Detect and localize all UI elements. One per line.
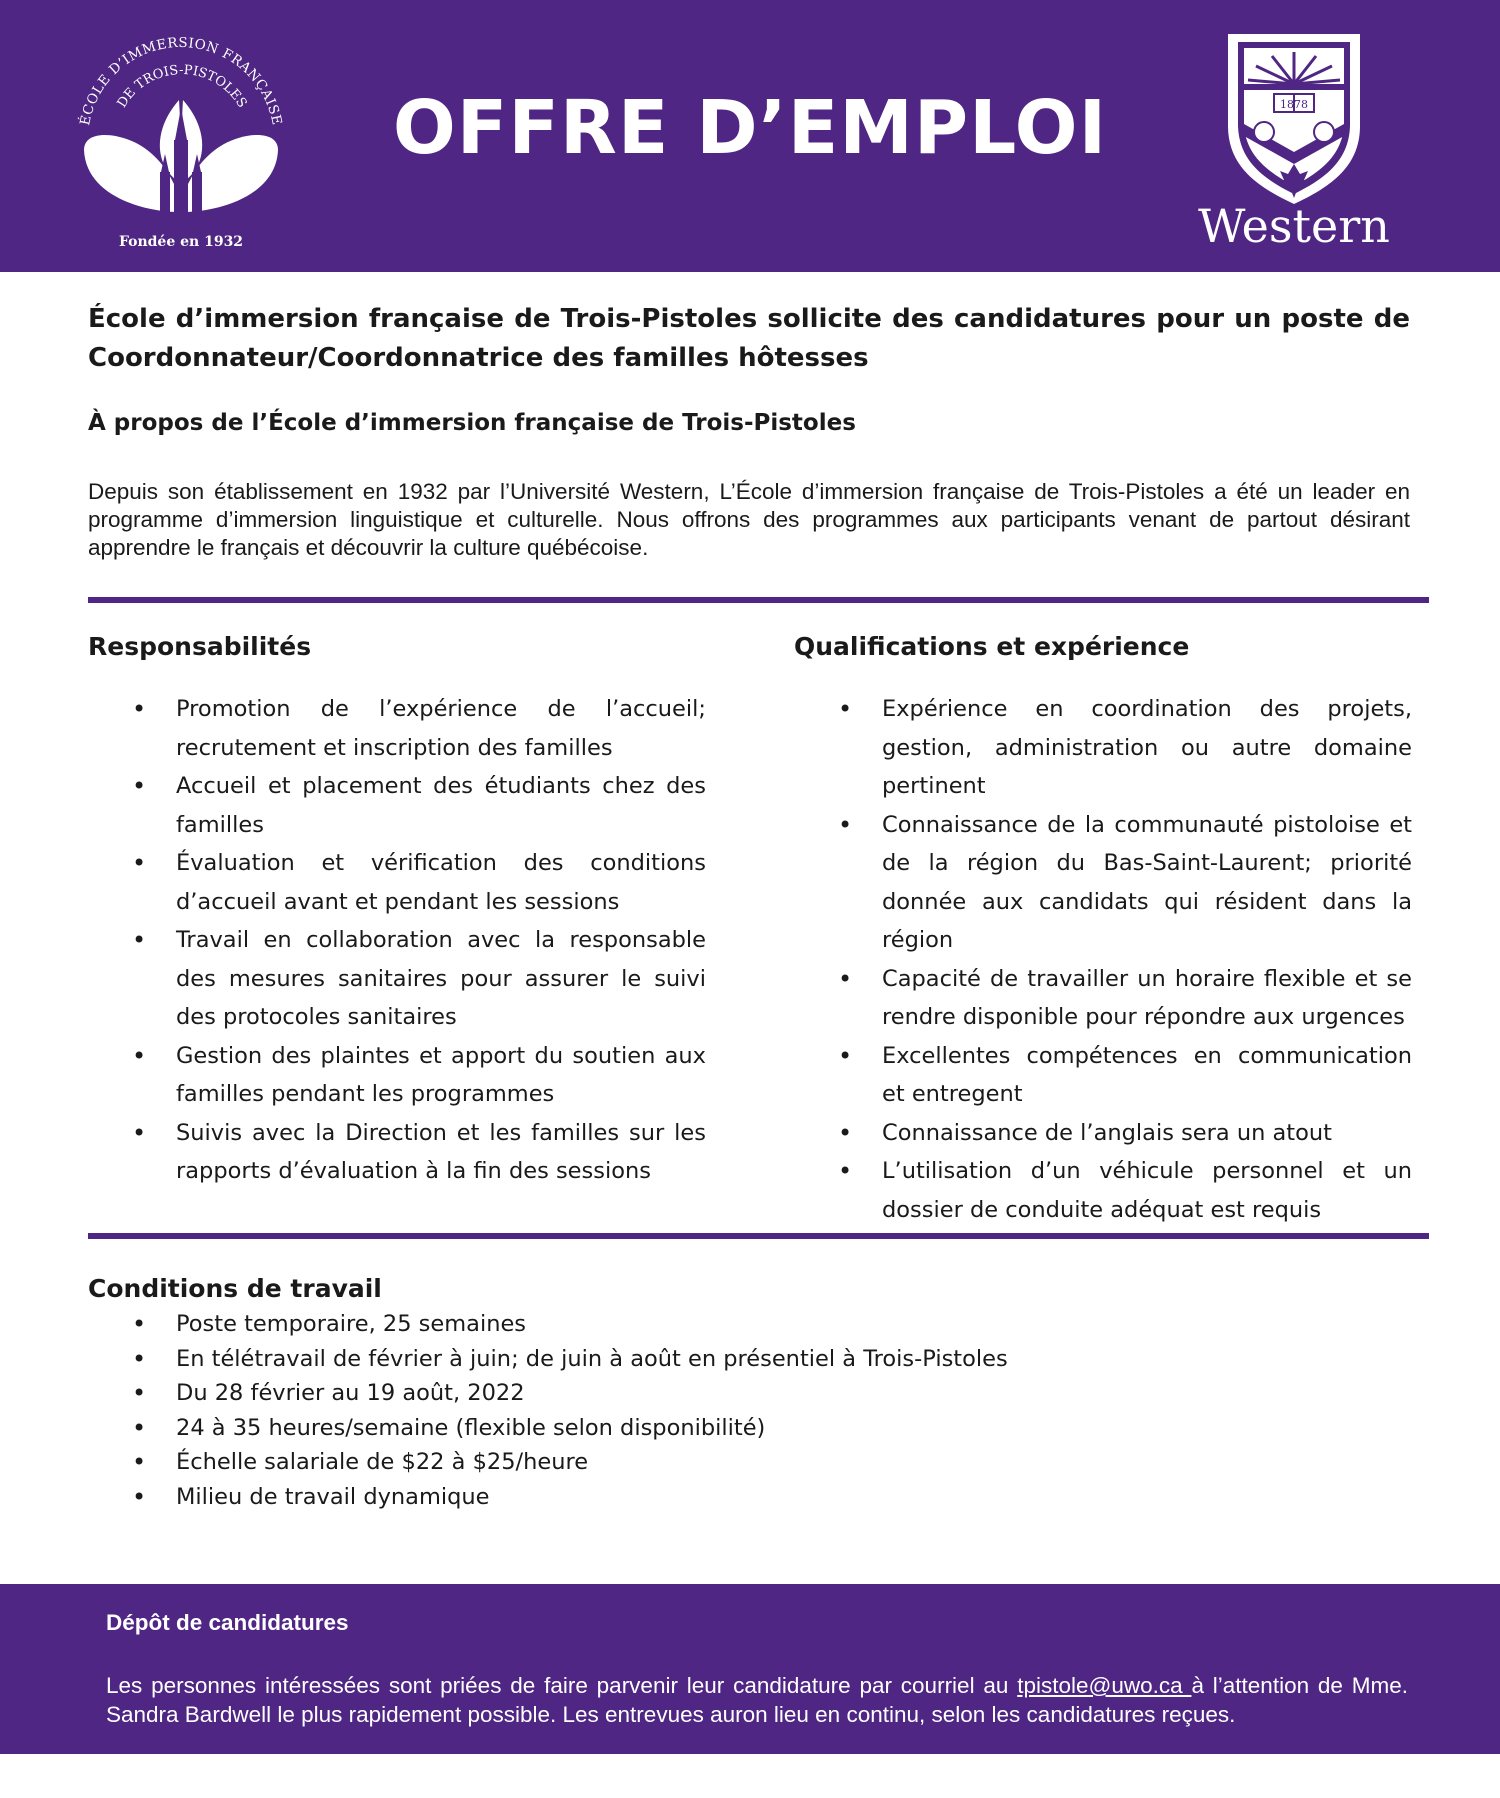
- conditions-section: [88, 1274, 1188, 1514]
- list-item: • Évaluation et vérification des conditions d’accueil avant et pendant les sessions: [88, 844, 706, 921]
- list-item: • Excellentes compétences en communication et entregent: [794, 1037, 1412, 1114]
- conditions-list: [88, 1307, 1188, 1514]
- responsibilities-section: [88, 632, 706, 1191]
- divider: [88, 597, 1429, 603]
- list-item: • En télétravail de février à juin; de juin à août en présentiel à Trois-Pistoles: [88, 1342, 1188, 1377]
- western-wordmark: Western: [1198, 199, 1390, 250]
- list-item: • Accueil et placement des étudiants chez des familles: [88, 767, 706, 844]
- application-text: [106, 1672, 1408, 1729]
- responsibilities-heading: Responsabilités: [88, 632, 312, 661]
- header-banner: [0, 0, 1500, 272]
- list-item: • Échelle salariale de $22 à $25/heure: [88, 1445, 1188, 1480]
- email-link[interactable]: tpistole@uwo.ca: [1017, 1673, 1192, 1698]
- qualifications-list: [794, 690, 1412, 1229]
- application-heading: Dépôt de candidatures: [106, 1610, 349, 1635]
- intro-statement: École d’immersion française de Trois-Pistoles sollicite des candidatures pour un poste de Coordonnateur/Coordonnatrice des familles hôtesses: [88, 304, 1410, 373]
- conditions-heading: Conditions de travail: [88, 1274, 382, 1303]
- about-paragraph: Depuis son établissement en 1932 par l’Université Western, L’École d’immersion française de Trois-Pistoles a été un leader en programme d’immersion linguistique et culturelle. Nous offrons des programmes aux participants venant de partout désirant apprendre le français et découvrir la culture québécoise.: [88, 479, 1410, 560]
- responsibilities-list: [88, 690, 706, 1191]
- svg-text:DE TROIS-PISTOLES: [115, 63, 250, 111]
- application-text-before: Les personnes intéressées sont priées de faire parvenir leur candidature par courriel au: [106, 1673, 1018, 1698]
- list-item: • Connaissance de la communauté pistoloise et de la région du Bas-Saint-Laurent; priorité donnée aux candidats qui résident dans la région: [794, 806, 1412, 960]
- list-item: • Gestion des plaintes et apport du soutien aux familles pendant les programmes: [88, 1037, 706, 1114]
- about-heading: À propos de l’École d’immersion française de Trois-Pistoles: [88, 410, 856, 436]
- western-shield-logo: [1188, 28, 1400, 250]
- list-item: • Expérience en coordination des projets, gestion, administration ou autre domaine pertinent: [794, 690, 1412, 806]
- list-item: • Poste temporaire, 25 semaines: [88, 1307, 1188, 1342]
- qualifications-heading: Qualifications et expérience: [794, 632, 1190, 661]
- list-item: • Promotion de l’expérience de l’accueil; recrutement et inscription des familles: [88, 690, 706, 767]
- list-item: • Connaissance de l’anglais sera un atout: [794, 1114, 1412, 1153]
- application-text-after: à l’attention de Mme. Sandra Bardwell le plus rapidement possible. Les entrevues auron lieu en continu, selon les candidatures reçues.: [106, 1673, 1408, 1727]
- list-item: • L’utilisation d’un véhicule personnel et un dossier de conduite adéquat est requis: [794, 1152, 1412, 1229]
- list-item: • Suivis avec la Direction et les familles sur les rapports d’évaluation à la fin des sessions: [88, 1114, 706, 1191]
- application-footer: [0, 1584, 1500, 1754]
- page-title: OFFRE D’EMPLOI: [392, 85, 1108, 171]
- butterfly-church-logo: [76, 22, 286, 252]
- divider: [88, 1233, 1429, 1239]
- logo-arc-text-outer: ÉCOLE D’IMMERSION FRANÇAISE: [77, 34, 285, 127]
- list-item: • Travail en collaboration avec la responsable des mesures sanitaires pour assurer le suivi des protocoles sanitaires: [88, 921, 706, 1037]
- list-item: • Du 28 février au 19 août, 2022: [88, 1376, 1188, 1411]
- logo-caption: Fondée en 1932: [118, 234, 244, 250]
- list-item: • Capacité de travailler un horaire flexible et se rendre disponible pour répondre aux urgences: [794, 960, 1412, 1037]
- list-item: • Milieu de travail dynamique: [88, 1480, 1188, 1515]
- qualifications-section: [794, 632, 1412, 1229]
- logo-arc-text-inner: DE TROIS-PISTOLES: [114, 62, 250, 111]
- list-item: • 24 à 35 heures/semaine (flexible selon disponibilité): [88, 1411, 1188, 1446]
- shield-year: 1878: [1280, 98, 1308, 111]
